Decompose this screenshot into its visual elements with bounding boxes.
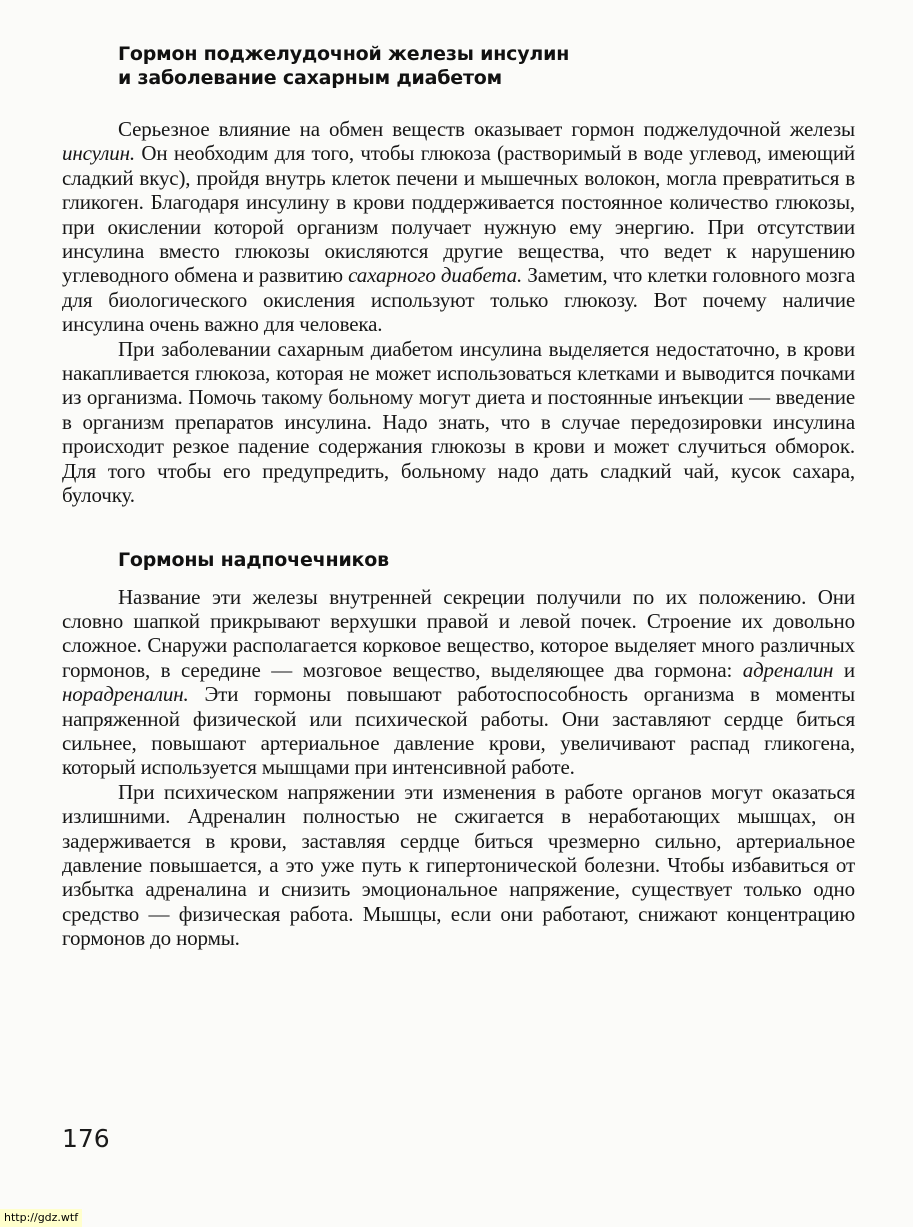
watermark-link[interactable]: http://gdz.wtf xyxy=(0,1209,82,1227)
text-run: При психическом напряжении эти изменения в работе органов могут оказаться излишними. Адреналин полностью не сжигается в неработающих мышцах, он задерживается в крови, заставляя сердце биться чрезмерно сильно, артериальное давление повышается, а это уже путь к гипертонической болезни. Чтобы избавиться от избытка адреналина и снизить эмоциональное напряжение, существует только одно средство — физическая работа. Мышцы, если они работают, снижают концентрацию гормонов до нормы. xyxy=(62,779,855,951)
paragraph xyxy=(62,117,855,337)
text-run: Серьезное влияние на обмен веществ оказывает гормон поджелудочной железы xyxy=(118,117,855,141)
italic-term: сахарного диабета. xyxy=(348,263,523,288)
italic-term: адреналин xyxy=(742,657,834,682)
section-insulin xyxy=(62,42,855,508)
paragraph xyxy=(62,585,855,780)
section-adrenal xyxy=(62,548,855,951)
text-run: Название эти железы внутренней секреции получили по их положению. Они словно шапкой прикрывают верхушки правой и левой почек. Строение их довольно сложное. Снаружи располагается корковое вещество, которое выделяет много различных гормонов, в середине — мозговое вещество, выделяющее два гормона: xyxy=(62,584,855,682)
text-run: Заметим, что клетки головного мозга для биологического окисления используют только глюкозу. Вот почему наличие инсулина очень важно для человека. xyxy=(62,263,855,337)
section-heading xyxy=(118,42,855,90)
heading-line: Гормон поджелудочной железы инсулин xyxy=(118,43,570,65)
paragraph xyxy=(62,337,855,508)
text-run: Он необходим для того, чтобы глюкоза (растворимый в воде углевод, имеющий сладкий вкус), пройдя внутрь клеток печени и мышечных волокон, могла превратиться в гликоген. Благодаря инсулину в крови поддерживается постоянное количество глюкозы, при окислении которой организм получает нужную ему энергию. При отсутствии инсулина вместо глюкозы окисляются другие вещества, что ведет к нарушению углеводного обмена и развитию xyxy=(62,141,855,288)
text-run: Эти гормоны повышают работоспособность организма в моменты напряженной физической или психической работы. Они заставляют сердце биться сильнее, повышают артериальное давление крови, увеличивают распад гликогена, который используется мышцами при интенсивной работе. xyxy=(62,682,855,780)
text-run: и xyxy=(833,657,855,682)
text-run: При заболевании сахарным диабетом инсулина выделяется недостаточно, в крови накапливается глюкоза, которая не может использоваться клетками и выводится почками из организма. Помочь такому больному могут диета и постоянные инъекции — введение в организм препаратов инсулина. Надо знать, что в случае передозировки инсулина происходит резкое падение содержания глюкозы в крови и может случиться обморок. Для того чтобы его предупредить, больному надо дать сладкий чай, кусок сахара, булочку. xyxy=(62,336,855,508)
italic-term: норадреналин. xyxy=(62,682,189,707)
italic-term: инсулин. xyxy=(62,141,135,166)
paragraph xyxy=(62,780,855,951)
heading-line: и заболевание сахарным диабетом xyxy=(118,67,502,89)
page-content xyxy=(62,42,855,951)
page-number: 176 xyxy=(62,1124,110,1153)
heading-line: Гормоны надпочечников xyxy=(118,548,389,571)
section-heading xyxy=(118,548,855,572)
